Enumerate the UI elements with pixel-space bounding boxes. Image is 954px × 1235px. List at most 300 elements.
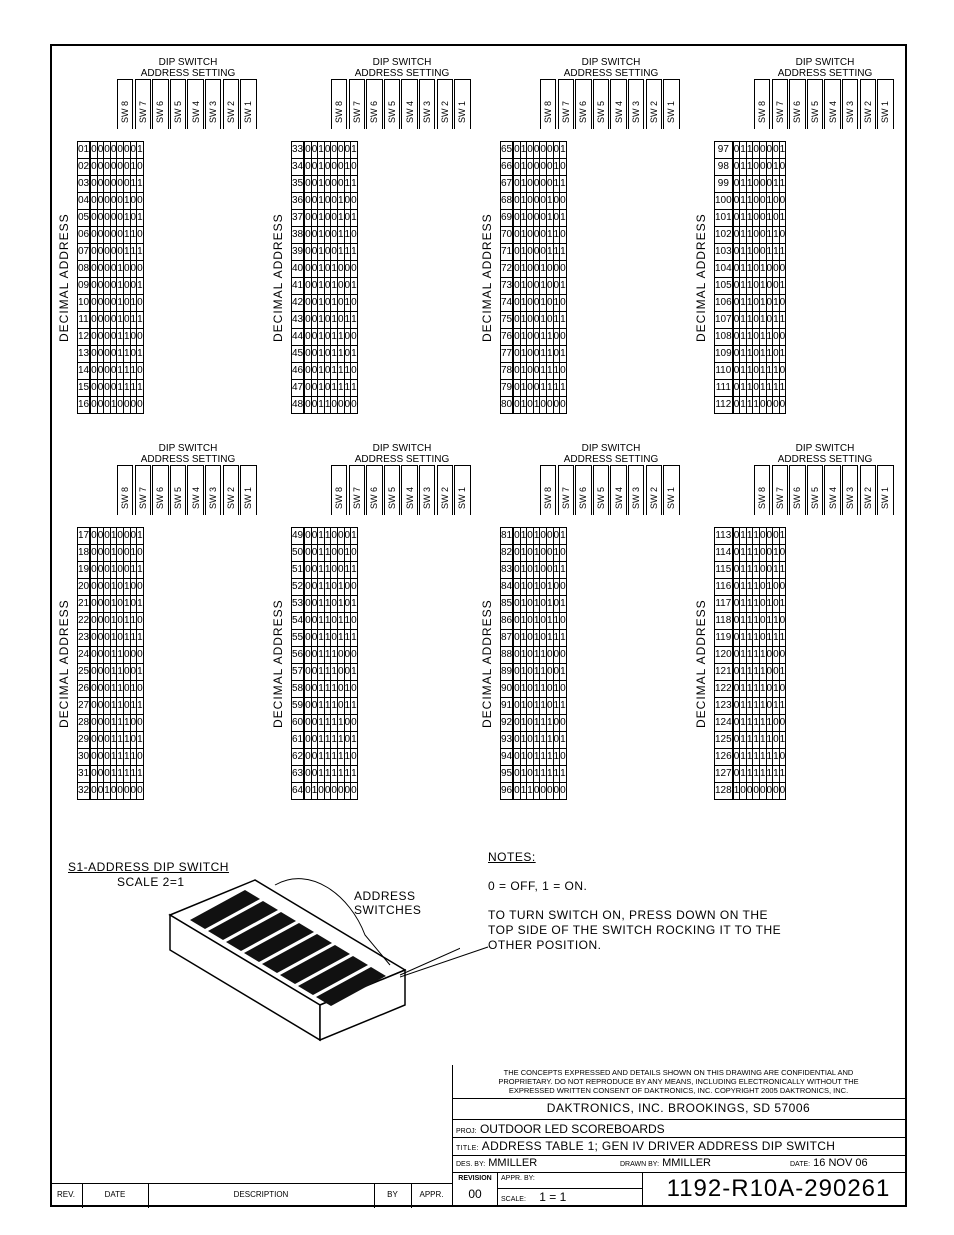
switch-bit: 0 <box>779 159 786 176</box>
confidential-line1: THE CONCEPTS EXPRESSED AND DETAILS SHOWN ON THIS DRAWING ARE CONFIDENTIAL AND <box>503 1068 854 1077</box>
switch-bit: 0 <box>305 193 312 210</box>
decimal-value: 29 <box>78 732 90 749</box>
decimal-value: 35 <box>292 176 304 193</box>
switch-bit: 0 <box>337 681 344 698</box>
switch-bit: 0 <box>351 647 358 664</box>
switch-bit: 1 <box>766 613 773 630</box>
switch-bit: 1 <box>740 193 747 210</box>
switch-bit: 1 <box>773 613 780 630</box>
switch-bit: 1 <box>318 681 325 698</box>
table-row <box>501 664 567 681</box>
switch-bit: 0 <box>540 613 547 630</box>
switch-bit: 0 <box>553 193 560 210</box>
switch-bit: 1 <box>117 329 124 346</box>
switch-bit: 1 <box>337 732 344 749</box>
switch-bit: 0 <box>305 647 312 664</box>
decimal-value: 92 <box>501 715 513 732</box>
switch-bit: 0 <box>527 749 534 766</box>
switch-bit: 1 <box>324 732 331 749</box>
switch-label: SW 2 <box>862 486 873 509</box>
switch-column-header <box>366 465 382 515</box>
switch-bit: 1 <box>740 312 747 329</box>
switch-bit: 0 <box>311 766 318 783</box>
decimal-value: 60 <box>292 715 304 732</box>
switch-bit: 0 <box>540 783 547 800</box>
address-grid <box>500 527 567 800</box>
switch-bit: 0 <box>540 545 547 562</box>
switch-bit: 1 <box>779 210 786 227</box>
switch-bit: 1 <box>779 244 786 261</box>
switch-bit: 0 <box>117 159 124 176</box>
switch-bit: 1 <box>344 312 351 329</box>
switch-bit: 0 <box>117 630 124 647</box>
switch-bit: 0 <box>311 142 318 159</box>
confidential-line3: EXPRESSED WRITTEN CONSENT OF DAKTRONICS, INC. COPYRIGHT 2005 DAKTRONICS, INC. <box>508 1086 849 1095</box>
table-row <box>78 363 144 380</box>
switch-bit: 1 <box>779 562 786 579</box>
switch-bit: 1 <box>746 613 753 630</box>
switch-bit: 1 <box>553 698 560 715</box>
switch-bit: 1 <box>324 579 331 596</box>
switch-bit: 1 <box>351 380 358 397</box>
decimal-value: 99 <box>715 176 733 193</box>
switch-bit: 0 <box>324 312 331 329</box>
switch-bit: 0 <box>733 664 740 681</box>
switch-bit: 0 <box>117 528 124 545</box>
switch-bit: 1 <box>337 380 344 397</box>
table-row <box>78 647 144 664</box>
switch-bit: 0 <box>759 244 766 261</box>
switch-bit: 0 <box>305 244 312 261</box>
switch-bit: 1 <box>324 397 331 414</box>
switch-bit: 1 <box>546 715 553 732</box>
table-header-title <box>754 443 896 465</box>
switch-bit: 0 <box>97 715 104 732</box>
switch-bit: 0 <box>759 783 766 800</box>
decimal-value: 09 <box>78 278 90 295</box>
switch-bit: 1 <box>546 227 553 244</box>
switch-bit: 1 <box>117 380 124 397</box>
switch-label: SW 4 <box>190 486 201 509</box>
switch-bit: 1 <box>318 715 325 732</box>
switch-bit: 0 <box>324 227 331 244</box>
switch-bit: 0 <box>130 732 137 749</box>
switch-bit: 1 <box>759 715 766 732</box>
switch-bit: 1 <box>740 647 747 664</box>
switch-bit: 0 <box>560 329 567 346</box>
switch-bit: 0 <box>130 664 137 681</box>
decimal-value: 65 <box>501 142 513 159</box>
switch-bit: 0 <box>110 244 117 261</box>
switch-bit: 0 <box>514 363 521 380</box>
table-row <box>501 244 567 261</box>
switch-bit: 0 <box>733 630 740 647</box>
switch-bit: 1 <box>130 545 137 562</box>
switch-bit: 0 <box>779 715 786 732</box>
table-row <box>715 346 786 363</box>
table-row <box>501 346 567 363</box>
switch-bit: 0 <box>527 380 534 397</box>
switch-bit: 0 <box>779 579 786 596</box>
table-row <box>501 227 567 244</box>
switch-bit: 0 <box>311 664 318 681</box>
switch-bit: 1 <box>137 698 144 715</box>
switch-bit: 1 <box>560 596 567 613</box>
switch-bit: 0 <box>527 630 534 647</box>
switch-bit: 0 <box>773 329 780 346</box>
switch-bit: 0 <box>104 397 111 414</box>
date-label: DATE: <box>790 1161 811 1168</box>
switch-bit: 0 <box>759 528 766 545</box>
switch-bit: 0 <box>527 698 534 715</box>
switch-bit: 0 <box>123 545 130 562</box>
switch-bit: 0 <box>546 681 553 698</box>
switch-bit: 1 <box>740 596 747 613</box>
switch-bit: 0 <box>546 142 553 159</box>
decimal-value: 36 <box>292 193 304 210</box>
switch-bit: 0 <box>110 210 117 227</box>
switch-bit: 0 <box>117 227 124 244</box>
switch-bit: 0 <box>546 159 553 176</box>
switch-bit: 0 <box>130 528 137 545</box>
decimal-value: 89 <box>501 664 513 681</box>
switch-bit: 1 <box>318 142 325 159</box>
switch-bit: 0 <box>331 528 338 545</box>
switch-bit: 1 <box>520 261 527 278</box>
switch-label: SW 1 <box>666 100 677 123</box>
switch-bit: 1 <box>779 278 786 295</box>
switch-column-header <box>187 79 203 129</box>
switch-bit: 0 <box>104 766 111 783</box>
switch-bit: 1 <box>520 210 527 227</box>
switch-bit: 0 <box>344 261 351 278</box>
switch-column-header <box>824 465 840 515</box>
switch-bit: 0 <box>733 329 740 346</box>
switch-column-header <box>384 465 400 515</box>
decimal-value: 88 <box>501 647 513 664</box>
switch-bit: 0 <box>560 159 567 176</box>
switch-bit: 1 <box>533 715 540 732</box>
table-row <box>292 312 358 329</box>
decimal-value: 114 <box>715 545 733 562</box>
decimal-value: 106 <box>715 295 733 312</box>
switch-label: SW 3 <box>208 100 219 123</box>
switch-bit: 1 <box>331 647 338 664</box>
callout-line1: ADDRESS <box>354 889 416 903</box>
switch-bit: 1 <box>546 363 553 380</box>
switch-label: SW 8 <box>543 100 554 123</box>
switch-bit: 0 <box>560 783 567 800</box>
switch-bit: 1 <box>520 528 527 545</box>
switch-bit: 1 <box>311 783 318 800</box>
switch-bit: 1 <box>110 613 117 630</box>
switch-bit: 0 <box>123 278 130 295</box>
address-grid <box>291 527 358 800</box>
switch-bit: 0 <box>527 715 534 732</box>
switch-bit: 1 <box>746 579 753 596</box>
decimal-value: 24 <box>78 647 90 664</box>
switch-column-header <box>223 79 239 129</box>
switch-bit: 1 <box>117 295 124 312</box>
switch-bit: 1 <box>520 380 527 397</box>
switch-bit: 0 <box>91 681 98 698</box>
switch-bit: 1 <box>123 596 130 613</box>
switch-bit: 1 <box>553 630 560 647</box>
decimal-value: 123 <box>715 698 733 715</box>
switch-bit: 1 <box>553 295 560 312</box>
switch-bit: 0 <box>331 562 338 579</box>
decimal-value: 109 <box>715 346 733 363</box>
switch-label: SW 5 <box>172 100 183 123</box>
switch-bit: 1 <box>546 613 553 630</box>
switch-bit: 0 <box>324 329 331 346</box>
switch-bit: 1 <box>773 176 780 193</box>
switch-bit: 0 <box>324 261 331 278</box>
switch-bit: 0 <box>91 647 98 664</box>
switch-bit: 0 <box>311 596 318 613</box>
switch-bit: 0 <box>533 295 540 312</box>
switch-bit: 1 <box>324 664 331 681</box>
switch-bit: 1 <box>773 363 780 380</box>
drawn-by: MMILLER <box>662 1157 711 1169</box>
switch-bit: 0 <box>137 329 144 346</box>
switch-bit: 0 <box>514 783 521 800</box>
switch-bit: 0 <box>533 363 540 380</box>
switch-bit: 1 <box>746 397 753 414</box>
switch-bit: 1 <box>773 380 780 397</box>
switch-bit: 1 <box>779 346 786 363</box>
switch-bit: 0 <box>560 681 567 698</box>
switch-column-header <box>240 79 256 129</box>
switch-bit: 0 <box>104 159 111 176</box>
switch-bit: 1 <box>123 363 130 380</box>
switch-bit: 0 <box>137 363 144 380</box>
notes <box>488 850 781 953</box>
switch-bit: 1 <box>560 244 567 261</box>
switch-column-header <box>401 465 417 515</box>
switch-bit: 0 <box>351 363 358 380</box>
switch-bit: 0 <box>324 193 331 210</box>
switch-label: SW 6 <box>369 486 380 509</box>
switch-bit: 1 <box>337 715 344 732</box>
switch-bit: 0 <box>123 647 130 664</box>
table-row <box>715 312 786 329</box>
switch-bit: 0 <box>527 363 534 380</box>
switch-bit: 1 <box>331 715 338 732</box>
switch-bit: 0 <box>137 749 144 766</box>
switch-bit: 1 <box>351 346 358 363</box>
switch-bit: 1 <box>520 363 527 380</box>
switch-bit: 0 <box>514 227 521 244</box>
switch-bit: 0 <box>766 545 773 562</box>
switch-bit: 1 <box>344 698 351 715</box>
switch-bit: 1 <box>520 142 527 159</box>
switch-bit: 1 <box>533 698 540 715</box>
switch-bit: 1 <box>540 681 547 698</box>
switch-bit: 1 <box>546 210 553 227</box>
switch-bit: 1 <box>733 783 740 800</box>
decimal-address-label: DECIMAL ADDRESS <box>480 599 494 728</box>
decimal-value: 30 <box>78 749 90 766</box>
switch-bit: 0 <box>91 783 98 800</box>
decimal-value: 78 <box>501 363 513 380</box>
switch-bit: 0 <box>91 613 98 630</box>
header-line1: DIP SWITCH <box>372 57 432 68</box>
switch-bit: 1 <box>520 766 527 783</box>
switch-bit: 0 <box>97 142 104 159</box>
switch-bit: 1 <box>344 766 351 783</box>
decimal-value: 81 <box>501 528 513 545</box>
switch-bit: 0 <box>766 783 773 800</box>
switch-column-header <box>575 465 591 515</box>
switch-bit: 1 <box>110 647 117 664</box>
switch-bit: 0 <box>351 329 358 346</box>
switch-bit: 0 <box>137 579 144 596</box>
switch-bit: 0 <box>305 766 312 783</box>
switch-bit: 1 <box>520 227 527 244</box>
switch-bit: 1 <box>553 244 560 261</box>
decimal-value: 48 <box>292 397 304 414</box>
decimal-value: 80 <box>501 397 513 414</box>
switch-bit: 0 <box>117 142 124 159</box>
switch-bit: 1 <box>533 562 540 579</box>
switch-bit: 0 <box>97 630 104 647</box>
decimal-value: 03 <box>78 176 90 193</box>
switch-bit: 0 <box>117 596 124 613</box>
switch-column-header <box>772 79 788 129</box>
table-row <box>292 681 358 698</box>
switch-bit: 1 <box>553 545 560 562</box>
switch-bit: 1 <box>546 749 553 766</box>
switch-bit: 1 <box>779 630 786 647</box>
switch-bit: 0 <box>546 562 553 579</box>
confidential-line2: PROPRIETARY. DO NOT REPRODUCE BY ANY MEANS, INCLUDING ELECTRONICALLY WITHOUT THE <box>498 1077 859 1086</box>
switch-column-header <box>401 79 417 129</box>
switch-bit: 0 <box>540 176 547 193</box>
switch-bit: 1 <box>130 698 137 715</box>
switch-bit: 0 <box>527 545 534 562</box>
switch-bit: 0 <box>337 562 344 579</box>
table-row <box>501 159 567 176</box>
switch-bit: 1 <box>110 766 117 783</box>
switch-bit: 1 <box>746 528 753 545</box>
switch-bit: 1 <box>324 749 331 766</box>
switch-bit: 0 <box>311 698 318 715</box>
switch-bit: 1 <box>324 715 331 732</box>
table-row <box>715 193 786 210</box>
switch-bit: 0 <box>533 227 540 244</box>
switch-bit: 0 <box>311 329 318 346</box>
decimal-value: 21 <box>78 596 90 613</box>
switch-bit: 0 <box>324 278 331 295</box>
switch-bit: 1 <box>560 562 567 579</box>
switch-bit: 0 <box>130 596 137 613</box>
switch-bit: 1 <box>766 346 773 363</box>
decimal-value: 100 <box>715 193 733 210</box>
switch-bit: 0 <box>331 783 338 800</box>
switch-bit: 0 <box>527 210 534 227</box>
switch-bit: 0 <box>137 545 144 562</box>
switch-bit: 0 <box>759 159 766 176</box>
switch-bit: 0 <box>104 562 111 579</box>
switch-bit: 0 <box>560 363 567 380</box>
switch-bit: 1 <box>520 596 527 613</box>
switch-bit: 1 <box>130 766 137 783</box>
table-row <box>501 749 567 766</box>
switch-label: SW 4 <box>827 486 838 509</box>
designer: MMILLER <box>488 1157 538 1169</box>
switch-bit: 0 <box>733 227 740 244</box>
decimal-value: 06 <box>78 227 90 244</box>
switch-bit: 1 <box>533 630 540 647</box>
switch-bit: 1 <box>553 766 560 783</box>
switch-bit: 0 <box>344 664 351 681</box>
switch-bit: 0 <box>311 562 318 579</box>
switch-bit: 0 <box>311 159 318 176</box>
switch-bit: 0 <box>137 261 144 278</box>
switch-bit: 0 <box>773 210 780 227</box>
figure-scale: SCALE 2=1 <box>117 875 185 889</box>
switch-bit: 1 <box>746 312 753 329</box>
switch-column-header <box>860 465 876 515</box>
switch-bit: 1 <box>779 766 786 783</box>
decimal-address-label: DECIMAL ADDRESS <box>271 599 285 728</box>
switch-bit: 0 <box>759 562 766 579</box>
switch-bit: 1 <box>331 261 338 278</box>
switch-label: SW 1 <box>243 486 254 509</box>
switch-bit: 0 <box>104 698 111 715</box>
switch-bit: 0 <box>97 647 104 664</box>
switch-bit: 0 <box>553 783 560 800</box>
switch-bit: 0 <box>130 579 137 596</box>
switch-bit: 1 <box>123 749 130 766</box>
switch-bit: 0 <box>97 783 104 800</box>
switch-bit: 1 <box>759 380 766 397</box>
switch-label: SW 7 <box>351 486 362 509</box>
switch-bit: 0 <box>311 613 318 630</box>
switch-bit: 1 <box>753 562 760 579</box>
switch-bit: 1 <box>766 363 773 380</box>
switch-bit: 0 <box>110 295 117 312</box>
switch-bit: 0 <box>305 579 312 596</box>
switch-bit: 1 <box>318 397 325 414</box>
switch-bit: 1 <box>746 278 753 295</box>
switch-bit: 1 <box>540 363 547 380</box>
switch-bit: 0 <box>311 346 318 363</box>
table-row <box>715 630 786 647</box>
switch-bit: 0 <box>331 545 338 562</box>
switch-bit: 0 <box>331 596 338 613</box>
switch-bit: 0 <box>560 579 567 596</box>
switch-bit: 0 <box>766 261 773 278</box>
switch-bit: 0 <box>305 562 312 579</box>
switch-bit: 1 <box>740 159 747 176</box>
table-header-title <box>117 57 259 79</box>
switch-bit: 0 <box>97 613 104 630</box>
switch-bit: 0 <box>733 193 740 210</box>
table-row <box>78 380 144 397</box>
switch-bit: 1 <box>553 176 560 193</box>
switch-bit: 1 <box>753 545 760 562</box>
switch-bit: 1 <box>130 681 137 698</box>
switch-bit: 0 <box>91 278 98 295</box>
switch-bit: 1 <box>746 749 753 766</box>
switch-bit: 1 <box>351 664 358 681</box>
switch-bit: 1 <box>520 664 527 681</box>
switch-bit: 0 <box>766 295 773 312</box>
table-row <box>292 380 358 397</box>
switch-bit: 1 <box>753 715 760 732</box>
